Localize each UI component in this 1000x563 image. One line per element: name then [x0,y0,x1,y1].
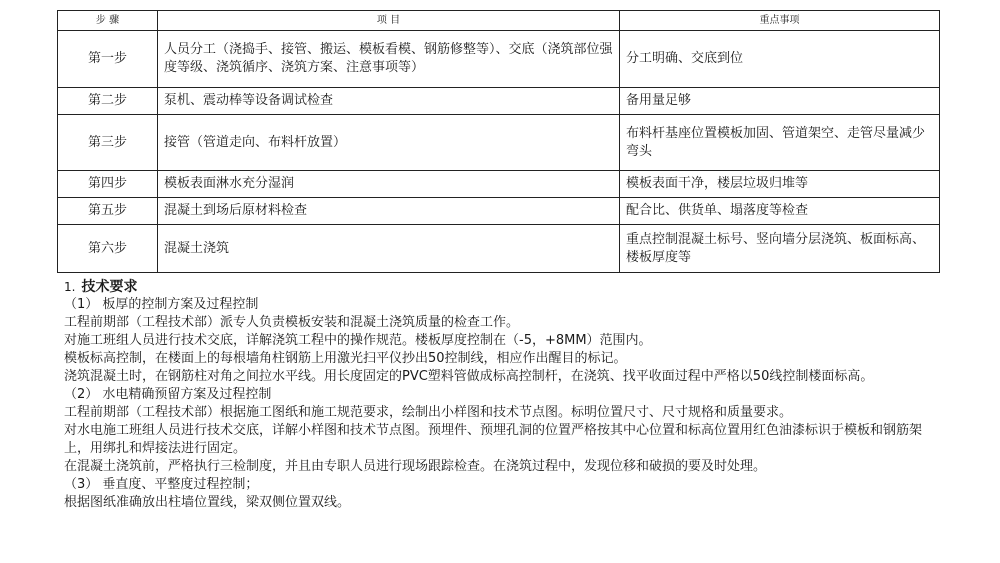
table-row [58,198,940,225]
table-row [58,225,940,273]
paragraph: 对施工班组人员进行技术交底，详解浇筑工程中的操作规范。楼板厚度控制在（-5，+8MM）范围内。 [64,333,652,348]
subheading-mep-reservation: （2） 水电精确预留方案及过程控制 [64,387,272,402]
step-cell: 第四步 [58,171,158,198]
step-cell: 第三步 [58,115,158,171]
paragraph: 工程前期部（工程技术部）派专人负责模板安装和混凝土浇筑质量的检查工作。 [64,315,520,330]
table-row [58,115,940,171]
key-cell: 布料杆基座位置模板加固、管道架空、走管尽量减少弯头 [620,115,940,171]
key-cell: 备用量足够 [620,88,940,115]
header-item: 项 目 [158,11,620,31]
key-cell: 模板表面干净，楼层垃圾归堆等 [620,171,940,198]
section-number: 1. [64,280,76,294]
header-key-points: 重点事项 [620,11,940,31]
paragraph: 在混凝土浇筑前，严格执行三检制度，并且由专职人员进行现场跟踪检查。在浇筑过程中，发现位移和破损的要及时处理。 [64,459,767,474]
table-row [58,31,940,88]
paragraph: 根据图纸准确放出柱墙位置线，梁双侧位置双线。 [64,495,351,510]
step-cell: 第六步 [58,225,158,273]
step-cell: 第一步 [58,31,158,88]
header-step: 步 骤 [58,11,158,31]
item-cell: 泵机、震动棒等设备调试检查 [158,88,620,115]
key-cell: 分工明确、交底到位 [620,31,940,88]
table-row [58,88,940,115]
paragraph: 模板标高控制，在楼面上的每根墙角柱钢筋上用激光扫平仪抄出50控制线，相应作出醒目的标记。 [64,351,627,366]
item-cell: 模板表面淋水充分湿润 [158,171,620,198]
item-cell: 混凝土到场后原材料检查 [158,198,620,225]
key-cell: 配合比、供货单、塌落度等检查 [620,198,940,225]
step-cell: 第五步 [58,198,158,225]
subheading-slab-thickness: （1） 板厚的控制方案及过程控制 [64,297,259,312]
key-cell: 重点控制混凝土标号、竖向墙分层浇筑、板面标高、楼板厚度等 [620,225,940,273]
step-cell: 第二步 [58,88,158,115]
paragraph: 工程前期部（工程技术部）根据施工图纸和施工规范要求，绘制出小样图和技术节点图。标明位置尺寸、尺寸规格和质量要求。 [64,405,793,420]
item-cell: 接管（管道走向、布料杆放置） [158,115,620,171]
item-cell: 人员分工（浇捣手、接管、搬运、模板看模、钢筋修整等）、交底（浇筑部位强度等级、浇筑循序、浇筑方案、注意事项等） [158,31,620,88]
section-heading [64,278,944,296]
technical-requirements-section [64,278,944,512]
paragraph: 对水电施工班组人员进行技术交底，详解小样图和技术节点图。预埋件、预埋孔洞的位置严格按其中心位置和标高位置用红色油漆标识于模板和钢筋架上，用绑扎和焊接法进行固定。 [64,423,923,456]
subheading-verticality-flatness: （3） 垂直度、平整度过程控制； [64,477,259,492]
table-row [58,171,940,198]
section-title: 技术要求 [81,279,138,295]
construction-steps-table [57,10,940,273]
table-header-row [58,11,940,31]
item-cell: 混凝土浇筑 [158,225,620,273]
paragraph: 浇筑混凝土时，在钢筋柱对角之间拉水平线。用长度固定的PVC塑料管做成标高控制杆，在浇筑、找平收面过程中严格以50线控制楼面标高。 [64,369,874,384]
